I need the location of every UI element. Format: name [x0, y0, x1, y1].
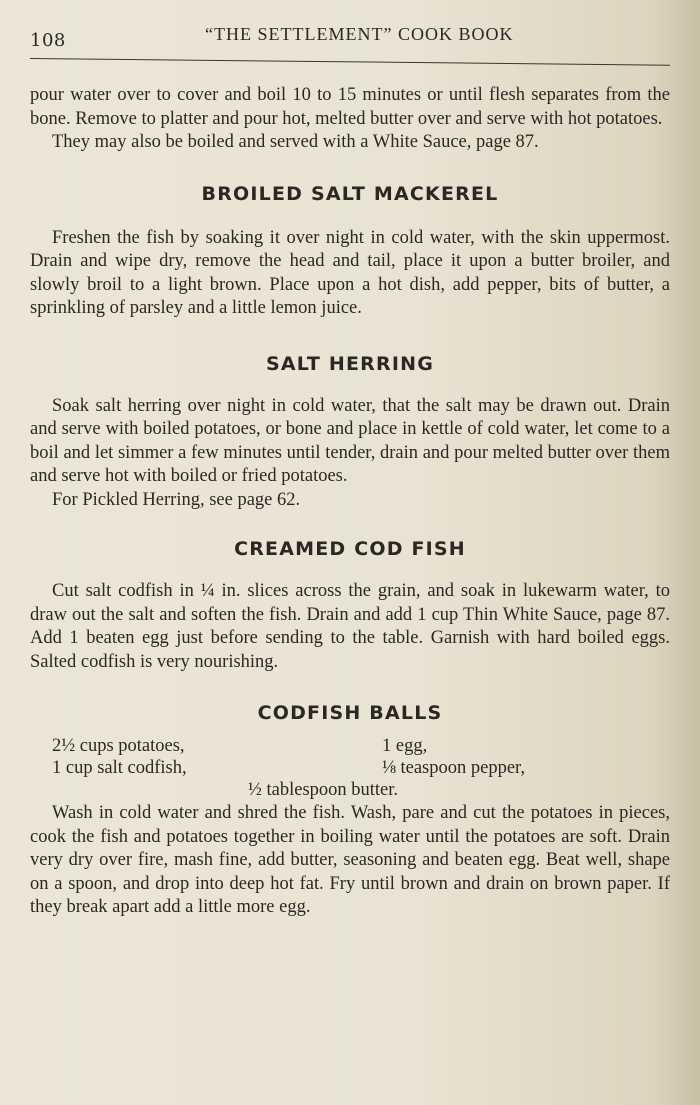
recipe-paragraph: For Pickled Herring, see page 62. [52, 489, 301, 510]
intro-paragraph: They may also be boiled and served with a White Sauce, page 87. [52, 132, 539, 152]
recipe-title: BROILED SALT MACKEREL [201, 182, 499, 205]
ingredient-item: ½ tablespoon butter. [248, 780, 399, 800]
ingredient-item: ⅛ teaspoon pepper, [382, 758, 526, 778]
ingredient-item: 1 cup salt codfish, [52, 758, 187, 778]
ingredient-item: 2½ cups potatoes, [52, 736, 185, 756]
recipe-paragraph: Cut salt codfish in ¼ in. slices across the grain, and soak in lukewarm water, to draw out the salt and soften the fish. Drain and add 1 cup Thin White Sauce, page 87. Add 1 beaten egg just before sending to the table. Garnish with hard boiled eggs. Salted codfish is very nourishing. [30, 581, 670, 672]
ingredient-item: 1 egg, [382, 736, 428, 756]
page-content [30, 84, 670, 920]
recipe-paragraph: Wash in cold water and shred the fish. Wash, pare and cut the potatoes in pieces, cook the fish and potatoes together in boiling water until the potatoes are soft. Drain very dry over fire, mash fine, add butter, seasoning and beaten egg. Beat well, shape on a spoon, and drop into deep hot fat. Fry until brown and drain on brown paper. If they break apart add a little more egg. [30, 803, 670, 917]
page-number: 108 [30, 30, 66, 51]
header-rule [30, 58, 670, 66]
intro-paragraph: pour water over to cover and boil 10 to 15 minutes or until flesh separates from the bone. Remove to platter and pour hot, melted butter over and serve with hot potatoes. [30, 85, 670, 129]
recipe-title: SALT HERRING [265, 352, 435, 375]
ingredient-list [30, 736, 670, 802]
recipe-title: CODFISH BALLS [257, 702, 443, 724]
recipe-paragraph: Soak salt herring over night in cold water, that the salt may be drawn out. Drain and serve with boiled potatoes, or bone and place in kettle of cold water, let come to a boil and let simmer a few minutes until tender, drain and pour melted butter over them and serve hot with boiled or fried potatoes. [30, 395, 670, 486]
recipe-paragraph: Freshen the fish by soaking it over night in cold water, with the skin uppermost. Drain and wipe dry, remove the head and tail, place it upon a butter broiler, and slowly broil to a light brown. Place upon a hot dish, add pepper, bits of butter, a sprinkling of parsley and a little lemon juice. [30, 227, 670, 318]
recipe-title: CREAMED COD FISH [234, 538, 466, 560]
running-title: “THE SETTLEMENT” COOK BOOK [205, 24, 514, 44]
